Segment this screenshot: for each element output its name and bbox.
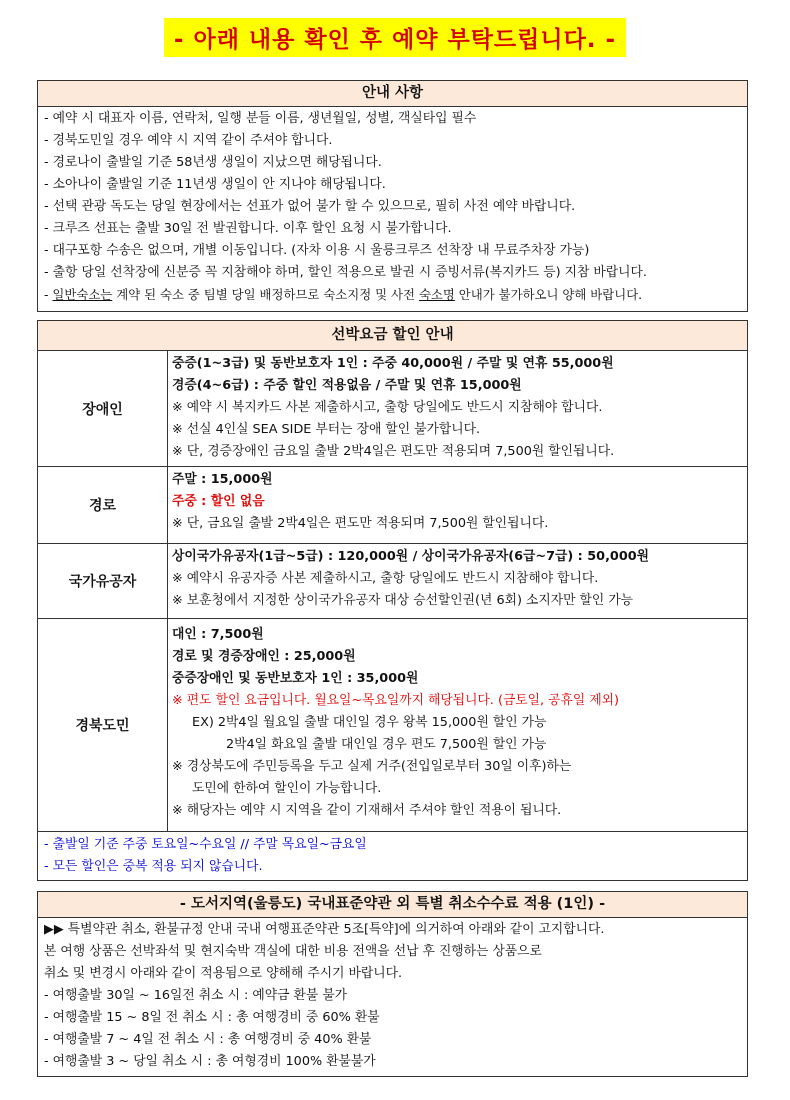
fare-line: ※ 선실 4인실 SEA SIDE 부터는 장애 할인 불가합니다. [172,422,481,437]
fare-line: 대인 : 7,500원 [172,627,264,642]
fare-box [37,320,748,881]
row-label: 경로 [38,467,168,543]
fare-footer-line: - 모든 할인은 중복 적용 되지 않습니다. [44,859,263,874]
cancel-line: - 여행출발 7 ~ 4일 전 취소 시 : 총 여행경비 중 40% 환불 [44,1032,372,1047]
notice-box [37,80,748,312]
text-fragment: 일반숙소는 [52,287,113,302]
row-content [168,351,747,466]
fare-line: EX) 2박4일 월요일 출발 대인일 경우 왕복 15,000원 할인 가능 [192,715,547,730]
row-content [168,544,747,618]
notice-title: 안내 사항 [38,81,747,107]
text-fragment: - [44,287,53,302]
fare-line: ※ 보훈청에서 지정한 상이국가유공자 대상 승선할인권(년 6회) 소지자만 할인 가능 [172,593,634,608]
fare-footer-line: - 출발일 기준 주중 토요일~수요일 // 주말 목요일~금요일 [44,837,367,852]
notice-line-accommodation [38,284,747,306]
notice-line: - 경북도민일 경우 예약 시 지역 같이 주셔야 합니다. [44,133,333,148]
fare-line: 상이국가유공자(1급~5급) : 120,000원 / 상이국가유공자(6급~7급) : 50,000원 [172,549,649,564]
fare-line: 경증(4~6급) : 주중 할인 적용없음 / 주말 및 연휴 15,000원 [172,378,522,393]
row-content [168,467,747,543]
row-content [168,619,747,831]
fare-line: ※ 해당자는 예약 시 지역을 같이 기재해서 주셔야 할인 적용이 됩니다. [172,803,562,818]
fare-line: ※ 예약시 유공자증 사본 제출하시고, 출항 당일에도 반드시 지참해야 합니다. [172,571,599,586]
fare-title: 선박요금 할인 안내 [38,321,747,351]
cancel-line: 본 여행 상품은 선박좌석 및 현지숙박 객실에 대한 비용 전액을 선납 후 진행하는 상품으로 [44,944,542,959]
notice-line: - 경로나이 출발일 기준 58년생 생일이 지났으면 해당됩니다. [44,155,382,170]
fare-row-resident [38,619,747,832]
cancel-line: ▶▶ 특별약관 취소, 환불규정 안내 국내 여행표준약관 5조[특약]에 의거하여 아래와 같이 고지합니다. [44,922,605,937]
fare-row-disabled [38,351,747,467]
row-label: 장애인 [38,351,168,466]
row-label: 경북도민 [38,619,168,831]
fare-line: ※ 경상북도에 주민등록을 두고 실제 거주(전입일로부터 30일 이후)하는 [172,759,572,774]
fare-line: 도민에 한하여 할인이 가능합니다. [192,781,382,796]
fare-line: ※ 단, 경증장애인 금요일 출발 2박4일은 편도만 적용되며 7,500원 할인됩니다. [172,444,615,459]
cancel-line: - 여행출발 30일 ~ 16일전 취소 시 : 예약금 환불 불가 [44,988,348,1003]
notice-line: - 소아나이 출발일 기준 11년생 생일이 안 지나야 해당됩니다. [44,177,386,192]
cancel-box [37,891,748,1077]
fare-line: 2박4일 화요일 출발 대인일 경우 편도 7,500원 할인 가능 [226,737,547,752]
fare-line: ※ 예약 시 복지카드 사본 제출하시고, 출항 당일에도 반드시 지참해야 합니다. [172,400,603,415]
notice-line: - 예약 시 대표자 이름, 연락처, 일행 분들 이름, 생년월일, 성별, 객실타입 필수 [44,111,477,126]
text-fragment: 계약 된 숙소 중 팀별 당일 배정하므로 숙소지정 및 사전 [112,287,419,302]
banner-wrap [0,18,790,57]
row-label: 국가유공자 [38,544,168,618]
cancel-line: 취소 및 변경시 아래와 같이 적용됨으로 양해해 주시기 바랍니다. [44,966,403,981]
fare-line: 중증(1~3급) 및 동반보호자 1인 : 주중 40,000원 / 주말 및 연휴 55,000원 [172,356,614,371]
cancel-line: - 여행출발 3 ~ 당일 취소 시 : 총 여형경비 100% 환불불가 [44,1054,376,1069]
notice-line: - 대구포항 수송은 없으며, 개별 이동입니다. (자차 이용 시 울릉크루즈 선착장 내 무료주차장 가능) [44,243,590,258]
cancel-title: - 도서지역(울릉도) 국내표준약관 외 특별 취소수수료 적용 (1인) - [38,892,747,918]
banner-title: - 아래 내용 확인 후 예약 부탁드립니다. - [164,18,626,57]
notice-line: - 선택 관광 독도는 당일 현장에서는 선표가 없어 불가 할 수 있으므로, 필히 사전 예약 바랍니다. [44,199,576,214]
fare-row-veteran [38,544,747,619]
fare-row-senior [38,467,747,544]
notice-line: - 크루즈 선표는 출발 30일 전 발권합니다. 이후 할인 요청 시 불가합니다. [44,221,452,236]
fare-line: 주말 : 15,000원 [172,472,273,487]
fare-line: 주중 : 할인 없음 [172,494,265,509]
notice-line: - 출항 당일 선착장에 신분증 꼭 지참해야 하며, 할인 적용으로 발권 시 증빙서류(복지카드 등) 지참 바랍니다. [44,265,647,280]
fare-line: 중증장애인 및 동반보호자 1인 : 35,000원 [172,671,419,686]
text-fragment: 숙소명 [418,287,455,302]
fare-footer [38,832,747,878]
text-fragment: 안내가 불가하오니 양해 바랍니다. [454,287,643,302]
cancel-line: - 여행출발 15 ~ 8일 전 취소 시 : 총 여행경비 중 60% 환불 [44,1010,380,1025]
fare-line: 경로 및 경증장애인 : 25,000원 [172,649,356,664]
fare-line: ※ 단, 금요일 출발 2박4일은 편도만 적용되며 7,500원 할인됩니다. [172,516,549,531]
fare-line: ※ 편도 할인 요금입니다. 월요일~목요일까지 해당됩니다. (금토일, 공휴일 제외) [172,693,620,708]
